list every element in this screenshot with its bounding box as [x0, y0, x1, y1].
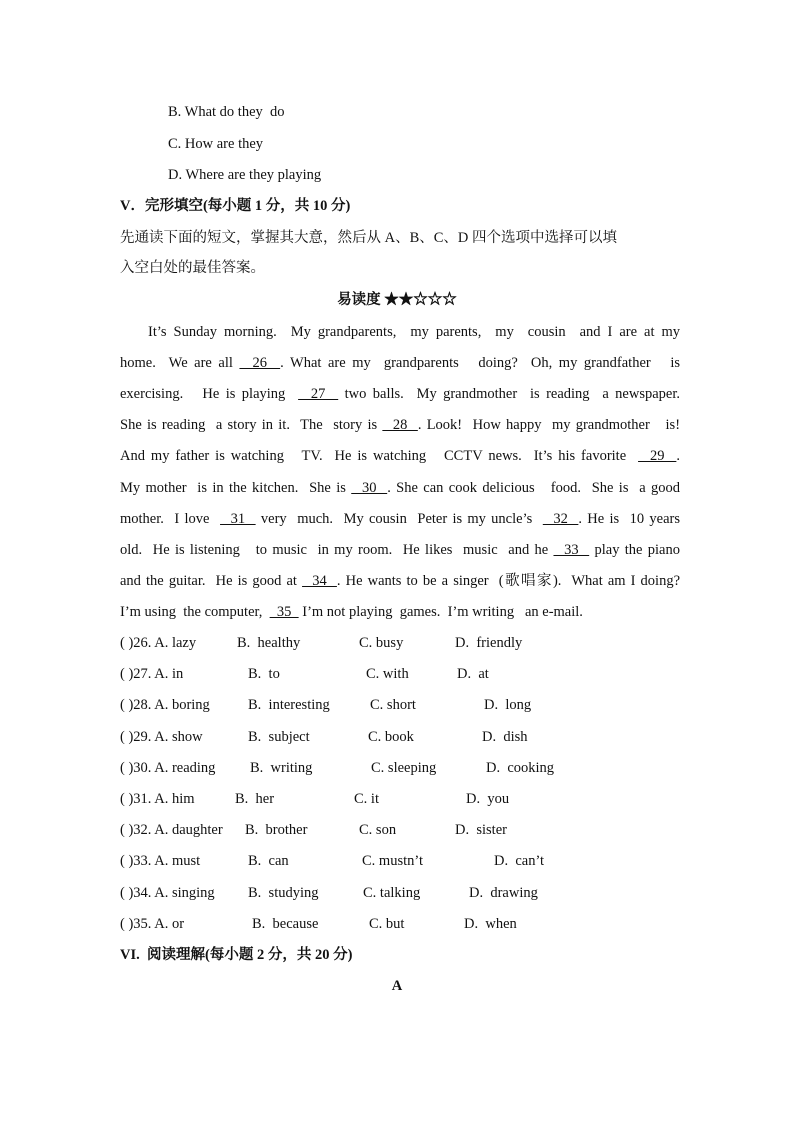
option-b: B. subject	[248, 728, 310, 745]
option-d: D. can’t	[494, 853, 545, 870]
option-b: B. studying	[248, 884, 319, 901]
passage-text: . She can cook delicious food. She is a good	[387, 480, 680, 496]
passage-text: And my father is watching TV. He is watching CCTV news. It’s his favorite	[120, 448, 639, 464]
option-d: D. sister	[455, 822, 507, 839]
option-c: C. How are they	[168, 136, 264, 152]
option-c: C. short	[370, 697, 416, 714]
option-c: C. busy	[359, 635, 404, 651]
question-number-option-a: ( )33. A. must	[120, 853, 201, 870]
section-6-title: VI. 阅读理解(每小题 2 分，共 20 分)	[120, 947, 353, 963]
question-number-option-a: ( )26. A. lazy	[120, 635, 197, 651]
option-d: D. when	[464, 915, 517, 932]
blank-number: 35	[269, 604, 299, 620]
blank-number: 29	[638, 448, 677, 464]
option-c: C. son	[359, 822, 397, 839]
option-c: C. it	[354, 791, 379, 807]
blank-number: 31	[220, 511, 256, 527]
passage-text: My mother is in the kitchen. She is	[120, 480, 352, 496]
passage-text: .	[676, 448, 680, 464]
section-5-title: V．完形填空(每小题 1 分，共 10 分)	[120, 198, 351, 214]
option-c: C. but	[369, 915, 405, 932]
option-d: D. you	[466, 791, 510, 807]
passage-line	[120, 384, 680, 404]
option-d: D. at	[457, 666, 489, 683]
passage-text: It’s Sunday morning. My grandparents, my parents, my cousin and I are at my	[148, 324, 680, 340]
question-number-option-a: ( )31. A. him	[120, 791, 195, 807]
passage-text: I’m not playing games. I’m writing an e-mail.	[298, 604, 583, 620]
option-c: C. mustn’t	[362, 853, 423, 870]
question-number-option-a: ( )27. A. in	[120, 666, 184, 683]
option-b: B. her	[235, 791, 275, 807]
option-d: D. cooking	[486, 759, 555, 776]
passage-text: . He wants to be a singer (歌唱家). What am I doing?	[336, 573, 681, 589]
blank-number: 26	[239, 355, 281, 371]
passage-text: She is reading a story in it. The story is	[120, 417, 383, 433]
passage-line	[120, 509, 680, 529]
passage-line	[120, 446, 680, 466]
option-c: C. book	[368, 728, 414, 745]
question-number-option-a: ( )28. A. boring	[120, 697, 210, 714]
passage-text: exercising. He is playing	[120, 386, 299, 402]
question-number-option-a: ( )35. A. or	[120, 915, 185, 932]
section-5-instruction-line-2: 入空白处的最佳答案。	[120, 260, 265, 276]
question-number-option-a: ( )30. A. reading	[120, 759, 216, 776]
passage-line	[148, 322, 680, 342]
blank-number: 33	[553, 542, 590, 558]
option-b: B. healthy	[237, 635, 301, 651]
question-number-option-a: ( )29. A. show	[120, 728, 203, 745]
option-d: D. Where are they playing	[168, 167, 322, 183]
passage-text: play the piano	[589, 542, 680, 558]
passage-line	[120, 478, 680, 498]
passage-line	[120, 415, 680, 435]
option-d: D. dish	[482, 728, 528, 745]
passage-text: mother. I love	[120, 511, 221, 527]
option-c: C. with	[366, 666, 409, 683]
blank-number: 30	[351, 480, 388, 496]
passage-text: home. We are all	[120, 355, 240, 371]
passage-line	[120, 353, 680, 373]
section-6-part-label: A	[391, 978, 403, 994]
option-d: D. long	[484, 697, 532, 714]
option-b: B. What do they do	[168, 104, 285, 120]
passage-line	[120, 602, 680, 622]
passage-text: old. He is listening to music in my room. He likes music and he	[120, 542, 554, 558]
section-5-instruction-line-1: 先通读下面的短文，掌握其大意，然后从 A、B、C、D 四个选项中选择可以填	[120, 230, 618, 246]
option-b: B. writing	[250, 759, 313, 776]
difficulty-rating: 易读度 ★★☆☆☆	[337, 292, 457, 308]
question-number-option-a: ( )32. A. daughter	[120, 822, 223, 839]
passage-text: two balls. My grandmother is reading a newspaper.	[338, 386, 681, 402]
passage-line	[120, 571, 680, 591]
passage-line	[120, 540, 680, 560]
option-b: B. interesting	[248, 697, 330, 714]
passage-text: I’m using the computer,	[120, 604, 270, 620]
passage-text: . He is 10 years	[578, 511, 681, 527]
blank-number: 34	[302, 573, 337, 589]
question-number-option-a: ( )34. A. singing	[120, 884, 215, 901]
option-b: B. because	[252, 915, 319, 932]
option-d: D. friendly	[455, 635, 523, 651]
blank-number: 32	[542, 511, 579, 527]
option-c: C. sleeping	[371, 759, 437, 776]
option-b: B. can	[248, 853, 289, 870]
blank-number: 27	[298, 386, 339, 402]
option-b: B. to	[248, 666, 280, 683]
option-b: B. brother	[245, 822, 308, 839]
option-d: D. drawing	[469, 884, 538, 901]
blank-number: 28	[382, 417, 418, 433]
passage-text: . What are my grandparents doing? Oh, my grandfather is	[280, 355, 681, 371]
passage-text: and the guitar. He is good at	[120, 573, 303, 589]
option-c: C. talking	[363, 884, 421, 901]
passage-text: very much. My cousin Peter is my uncle’s	[255, 511, 543, 527]
passage-text: . Look! How happy my grandmother is!	[417, 417, 681, 433]
